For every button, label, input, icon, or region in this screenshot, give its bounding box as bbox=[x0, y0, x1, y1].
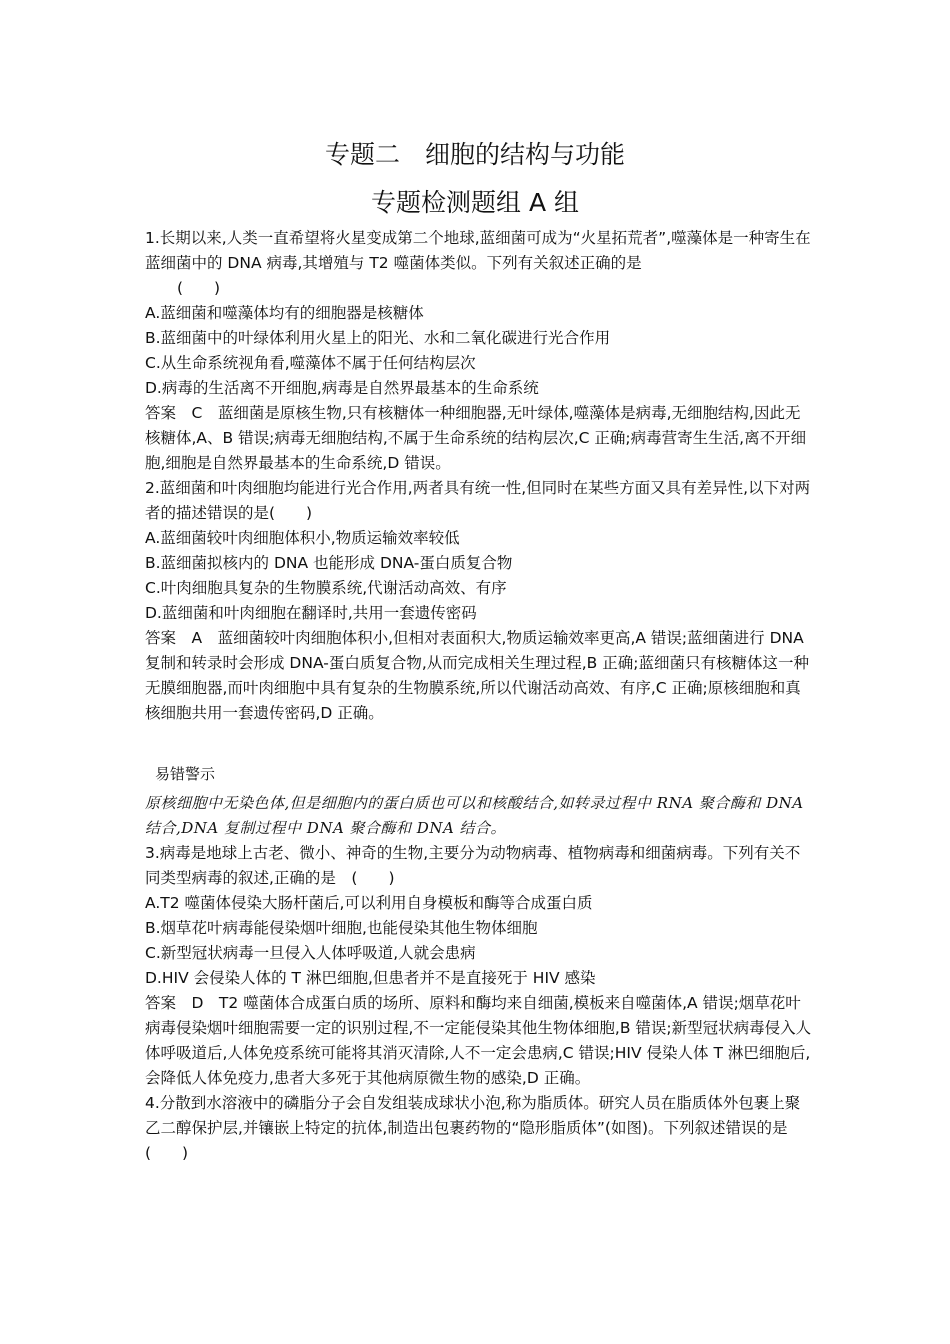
question-3-answer: 答案 D T2 噬菌体合成蛋白质的场所、原料和酶均来自细菌,模板来自噬菌体,A 错误;烟草花叶病毒侵染烟叶细胞需要一定的识别过程,不一定能侵染其他生物体细胞,B 错误;新型冠状病毒侵入人体呼吸道后,人体免疫系统可能将其消灭清除,人不一定会患病,C 错误;HIV 侵染人体 T 淋巴细胞后,会降低人体免疫力,患者大多死于其他病原微生物的感染,D 正确。 bbox=[145, 994, 812, 1087]
question-4-stem: 4.分散到水溶液中的磷脂分子会自发组装成球状小泡,称为脂质体。研究人员在脂质体外包裹上聚乙二醇保护层,并镶嵌上特定的抗体,制造出包裹药物的“隐形脂质体”(如图)。下列叙述错误的是 ( ) bbox=[145, 1094, 804, 1162]
question-2-option-b: B.蓝细菌拟核内的 DNA 也能形成 DNA-蛋白质复合物 bbox=[145, 554, 513, 572]
page-subtitle: 专题检测题组 A 组 bbox=[371, 188, 579, 217]
page-title: 专题二 细胞的结构与功能 bbox=[324, 140, 625, 169]
warning-body: 原核细胞中无染色体,但是细胞内的蛋白质也可以和核酸结合,如转录过程中 RNA 聚合酶和 DNA 结合,DNA 复制过程中 DNA 聚合酶和 DNA 结合。 bbox=[145, 794, 804, 837]
question-1-answer: 答案 C 蓝细菌是原核生物,只有核糖体一种细胞器,无叶绿体,噬藻体是病毒,无细胞结构,因此无核糖体,A、B 错误;病毒无细胞结构,不属于生命系统的结构层次,C 正确;病毒营寄生生活,离不开细胞,细胞是自然界最基本的生命系统,D 错误。 bbox=[145, 404, 807, 472]
document-body bbox=[145, 226, 815, 1166]
question-2-option-d: D.蓝细菌和叶肉细胞在翻译时,共用一套遗传密码 bbox=[145, 604, 477, 622]
warning-title: 易错警示 bbox=[155, 765, 216, 783]
question-3-option-c: C.新型冠状病毒一旦侵入人体呼吸道,人就会患病 bbox=[145, 944, 476, 962]
question-2-answer: 答案 A 蓝细菌较叶肉细胞体积小,但相对表面积大,物质运输效率更高,A 错误;蓝细菌进行 DNA 复制和转录时会形成 DNA-蛋白质复合物,从而完成相关生理过程,B 正确;蓝细菌只有核糖体这一种无膜细胞器,而叶肉细胞中具有复杂的生物膜系统,所以代谢活动高效、有序,C 正确;原核细胞和真核细胞共用一套遗传密码,D 正确。 bbox=[145, 629, 809, 722]
section-gap bbox=[145, 726, 815, 762]
question-2-option-c: C.叶肉细胞具复杂的生物膜系统,代谢活动高效、有序 bbox=[145, 579, 507, 597]
question-1-option-d: D.病毒的生活离不开细胞,病毒是自然界最基本的生命系统 bbox=[145, 379, 539, 397]
question-3-option-d: D.HIV 会侵染人体的 T 淋巴细胞,但患者并不是直接死于 HIV 感染 bbox=[145, 969, 596, 987]
question-1-paren: ( ) bbox=[177, 279, 221, 297]
question-2-option-a: A.蓝细菌较叶肉细胞体积小,物质运输效率较低 bbox=[145, 529, 460, 547]
question-3-option-b: B.烟草花叶病毒能侵染烟叶细胞,也能侵染其他生物体细胞 bbox=[145, 919, 538, 937]
question-3-stem: 3.病毒是地球上古老、微小、神奇的生物,主要分为动物病毒、植物病毒和细菌病毒。下列有关不同类型病毒的叙述,正确的是 ( ) bbox=[145, 844, 801, 887]
question-2-stem: 2.蓝细菌和叶肉细胞均能进行光合作用,两者具有统一性,但同时在某些方面又具有差异性,以下对两者的描述错误的是( ) bbox=[145, 479, 811, 522]
question-3-option-a: A.T2 噬菌体侵染大肠杆菌后,可以利用自身模板和酶等合成蛋白质 bbox=[145, 894, 593, 912]
question-1-option-c: C.从生命系统视角看,噬藻体不属于任何结构层次 bbox=[145, 354, 476, 372]
question-1-stem: 1.长期以来,人类一直希望将火星变成第二个地球,蓝细菌可成为“火星拓荒者”,噬藻体是一种寄生在蓝细菌中的 DNA 病毒,其增殖与 T2 噬菌体类似。下列有关叙述正确的是 bbox=[145, 229, 811, 272]
question-1-option-a: A.蓝细菌和噬藻体均有的细胞器是核糖体 bbox=[145, 304, 424, 322]
question-1-option-b: B.蓝细菌中的叶绿体利用火星上的阳光、水和二氧化碳进行光合作用 bbox=[145, 329, 611, 347]
